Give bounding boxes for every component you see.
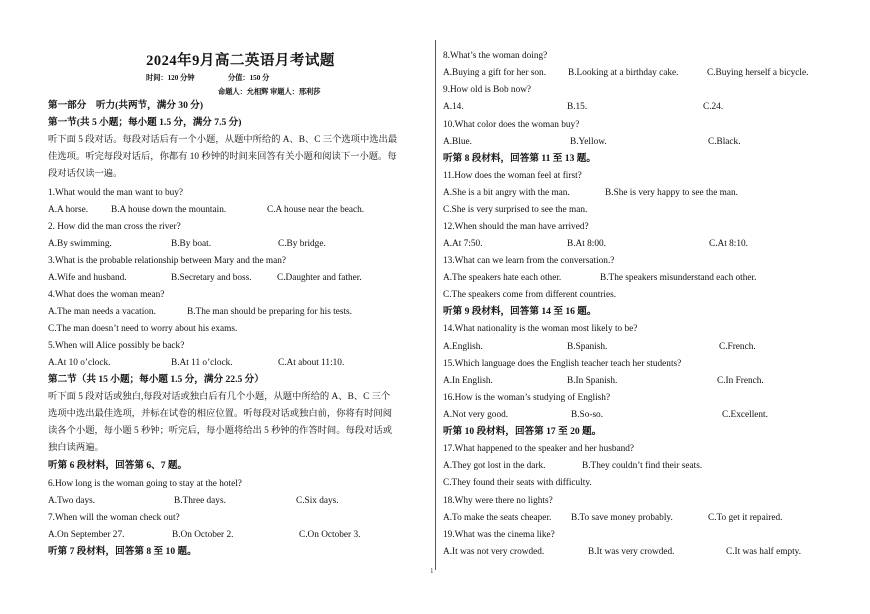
- option-c: C.They found their seats with difficulty.: [443, 478, 592, 488]
- material-heading: 听第 7 段材料，回答第 8 至 10 题。: [48, 546, 197, 557]
- option-c: C.Daughter and father.: [277, 273, 362, 283]
- option-b: B.A house down the mountain.: [111, 205, 227, 215]
- option-c: C.24.: [703, 102, 724, 112]
- option-b: B.Yellow.: [570, 137, 607, 147]
- option-a: A.Wife and husband.: [48, 273, 127, 283]
- instruction-line: 读各个小题，每小题 5 秒钟；听完后，每小题将给出 5 秒钟的作答时间。每段对话或: [48, 426, 392, 436]
- option-a: A.Blue.: [443, 137, 472, 147]
- option-b: B.By boat.: [171, 239, 212, 249]
- option-b: B.In Spanish.: [567, 376, 618, 386]
- section-heading: 第二节（共 15 小题；每小题 1.5 分，满分 22.5 分）: [48, 374, 264, 385]
- option-c: C.The man doesn’t need to worry about his exams.: [48, 324, 238, 334]
- question-stem: 17.What happened to the speaker and her husband?: [443, 444, 635, 454]
- option-b: B.So-so.: [571, 410, 604, 420]
- option-b: B.She is very happy to see the man.: [605, 188, 738, 198]
- question-stem: 8.What’s the woman doing?: [443, 51, 548, 61]
- instruction-line: 独白读两遍。: [48, 443, 104, 453]
- option-c: C.On October 3.: [299, 530, 361, 540]
- option-a: A.To make the seats cheaper.: [443, 513, 552, 523]
- option-b: B.The man should be preparing for his tests.: [187, 307, 352, 317]
- exam-authors: 命题人：允相辉 审题人：邢利莎: [218, 88, 321, 96]
- instruction-line: 选项中选出最佳选项，并标在试卷的相应位置。听每段对话或独白前，你将有时间阅: [48, 409, 392, 419]
- option-a: A.At 7:50.: [443, 239, 483, 249]
- question-stem: 13.What can we learn from the conversation.?: [443, 256, 615, 266]
- question-stem: 11.How does the woman feel at first?: [443, 171, 582, 181]
- option-b: B.15.: [567, 102, 588, 112]
- question-stem: 7.When will the woman check out?: [48, 513, 180, 523]
- option-b: B.Secretary and boss.: [171, 273, 252, 283]
- exam-score: 分值：150 分: [228, 74, 270, 82]
- option-b: B.It was very crowded.: [588, 547, 675, 557]
- option-c: C.The speakers come from different countries.: [443, 290, 617, 300]
- option-b: B.Three days.: [174, 496, 226, 506]
- option-c: C.At about 11:10.: [278, 358, 345, 368]
- question-stem: 12.When should the man have arrived?: [443, 222, 589, 232]
- question-stem: 4.What does the woman mean?: [48, 290, 165, 300]
- option-a: A.She is a bit angry with the man.: [443, 188, 570, 198]
- part-heading: 第一部分 听力(共两节，满分 30 分): [48, 100, 204, 111]
- question-stem: 14.What nationality is the woman most likely to be?: [443, 324, 638, 334]
- question-stem: 15.Which language does the English teacher teach her students?: [443, 359, 682, 369]
- option-c: C.In French.: [717, 376, 764, 386]
- option-a: A.At 10 o’clock.: [48, 358, 111, 368]
- exam-title: 2024年9月高二英语月考试题: [146, 53, 335, 69]
- option-a: A.Not very good.: [443, 410, 509, 420]
- section-heading: 第一节(共 5 小题；每小题 1.5 分，满分 7.5 分): [48, 117, 242, 128]
- option-a: A.It was not very crowded.: [443, 547, 545, 557]
- option-a: A.On September 27.: [48, 530, 125, 540]
- option-a: A.The man needs a vacation.: [48, 307, 156, 317]
- option-c: C.At 8:10.: [709, 239, 748, 249]
- option-a: A.Two days.: [48, 496, 96, 506]
- option-b: B.On October 2.: [172, 530, 234, 540]
- question-stem: 16.How is the woman’s studying of English?: [443, 393, 611, 403]
- instruction-line: 段对话仅读一遍。: [48, 169, 123, 179]
- question-stem: 10.What color does the woman buy?: [443, 120, 580, 130]
- option-c: C.Black.: [708, 137, 741, 147]
- option-a: A.They got lost in the dark.: [443, 461, 546, 471]
- option-c: C.A house near the beach.: [267, 205, 365, 215]
- option-b: B.To save money probably.: [571, 513, 673, 523]
- option-a: A.14.: [443, 102, 464, 112]
- option-c: C.French.: [719, 342, 756, 352]
- option-a: A.The speakers hate each other.: [443, 273, 562, 283]
- question-stem: 6.How long is the woman going to stay at the hotel?: [48, 479, 242, 489]
- option-c: C.Six days.: [296, 496, 339, 506]
- question-stem: 19.What was the cinema like?: [443, 530, 555, 540]
- option-c: C.Buying herself a bicycle.: [707, 68, 809, 78]
- option-c: C.By bridge.: [278, 239, 326, 249]
- option-a: A.By swimming.: [48, 239, 112, 249]
- option-a: A.A horse.: [48, 205, 89, 215]
- option-b: B.Spanish.: [567, 342, 608, 352]
- instruction-line: 听下面 5 段对话或独白,每段对话或独白后有几个小题，从题中所给的 A、B、C 三个: [48, 392, 391, 402]
- option-a: A.Buying a gift for her son.: [443, 68, 547, 78]
- option-b: B.At 11 o’clock.: [171, 358, 233, 368]
- material-heading: 听第 10 段材料，回答第 17 至 20 题。: [443, 426, 602, 437]
- page-number: 1: [430, 567, 434, 575]
- option-a: A.In English.: [443, 376, 493, 386]
- option-c: C.Excellent.: [722, 410, 768, 420]
- question-stem: 9.How old is Bob now?: [443, 85, 532, 95]
- option-c: C.To get it repaired.: [708, 513, 783, 523]
- question-stem: 5.When will Alice possibly be back?: [48, 341, 185, 351]
- option-c: C.She is very surprised to see the man.: [443, 205, 588, 215]
- column-divider: [435, 40, 436, 570]
- option-b: B.The speakers misunderstand each other.: [600, 273, 757, 283]
- instruction-line: 佳选项。听完每段对话后，你都有 10 秒钟的时间来回答有关小题和阅读下一小题。每: [48, 152, 397, 162]
- option-a: A.English.: [443, 342, 483, 352]
- question-stem: 1.What would the man want to buy?: [48, 188, 184, 198]
- option-c: C.It was half empty.: [726, 547, 802, 557]
- option-b: B.Looking at a birthday cake.: [568, 68, 679, 78]
- material-heading: 听第 9 段材料，回答第 14 至 16 题。: [443, 306, 597, 317]
- question-stem: 3.What is the probable relationship between Mary and the man?: [48, 256, 287, 266]
- question-stem: 18.Why were there no lights?: [443, 496, 553, 506]
- exam-time: 时间：120 分钟: [146, 74, 195, 82]
- material-heading: 听第 6 段材料，回答第 6、7 题。: [48, 460, 188, 471]
- option-b: B.At 8:00.: [567, 239, 606, 249]
- question-stem: 2. How did the man cross the river?: [48, 222, 181, 232]
- option-b: B.They couldn’t find their seats.: [582, 461, 703, 471]
- material-heading: 听第 8 段材料，回答第 11 至 13 题。: [443, 153, 596, 164]
- instruction-line: 听下面 5 段对话。每段对话后有一个小题，从题中所给的 A、B、C 三个选项中选出最: [48, 135, 398, 145]
